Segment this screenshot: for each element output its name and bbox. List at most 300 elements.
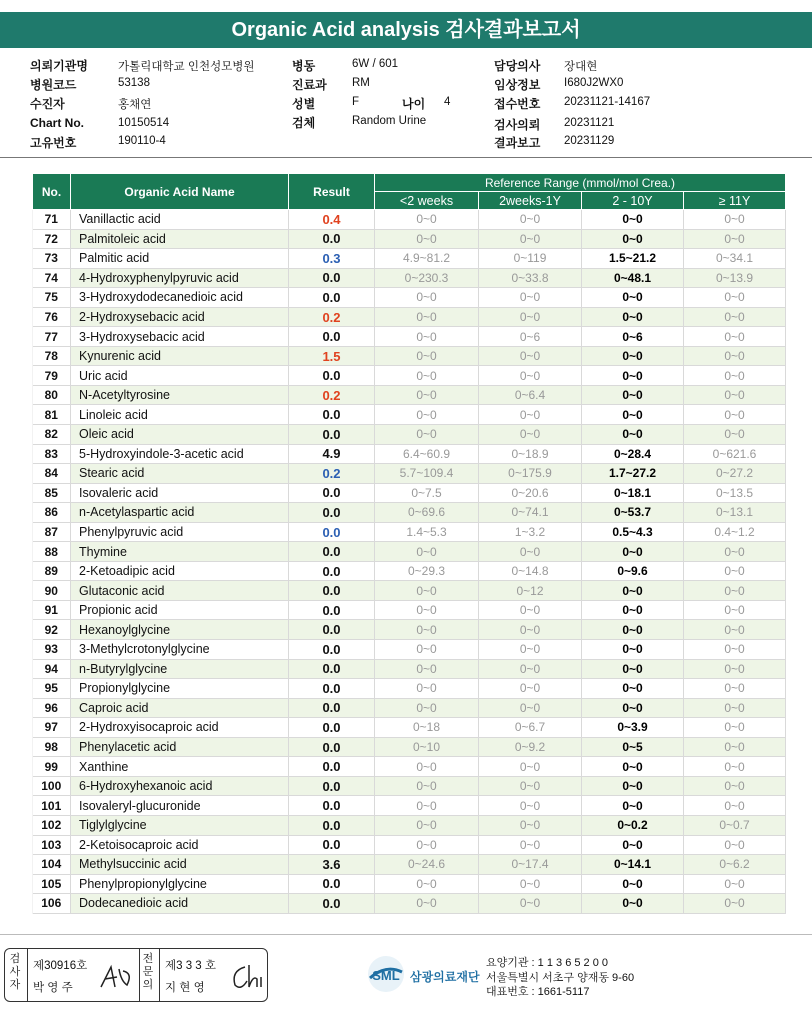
report-value: 20231129 xyxy=(564,135,615,147)
row-number: 77 xyxy=(33,327,71,347)
ref-2-10y: 0~0 xyxy=(582,425,684,445)
table-row xyxy=(33,444,786,464)
acid-name: Kynurenic acid xyxy=(71,346,289,366)
table-row xyxy=(33,776,786,796)
ward-value: 6W / 601 xyxy=(352,58,399,70)
ref-2-10y: 0~0 xyxy=(582,659,684,679)
row-number: 73 xyxy=(33,249,71,269)
report-title: Organic Acid analysis 검사결과보고서 xyxy=(0,12,812,48)
acid-name: n-Butyrylglycine xyxy=(71,659,289,679)
acid-name: Tiglylglycine xyxy=(71,815,289,835)
ref-2-10y: 0~0 xyxy=(582,346,684,366)
ref-under-2w: 0~0 xyxy=(375,815,479,835)
table-row xyxy=(33,600,786,620)
ref-under-2w: 6.4~60.9 xyxy=(375,444,479,464)
ref-under-2w: 0~0 xyxy=(375,327,479,347)
acid-name: 6-Hydroxyhexanoic acid xyxy=(71,776,289,796)
table-row xyxy=(33,366,786,386)
report-label: 결과보고 xyxy=(494,136,541,150)
ref-2w-1y: 0~119 xyxy=(479,249,582,269)
ref-2w-1y: 0~6 xyxy=(479,327,582,347)
ref-2-10y: 0~0 xyxy=(582,229,684,249)
ref-2-10y: 0~0.2 xyxy=(582,815,684,835)
ref-2-10y: 0~0 xyxy=(582,366,684,386)
acid-name: N-Acetyltyrosine xyxy=(71,385,289,405)
table-row xyxy=(33,346,786,366)
acid-name: Glutaconic acid xyxy=(71,581,289,601)
results-table xyxy=(32,173,786,914)
acid-name: Isovaleric acid xyxy=(71,483,289,503)
acid-name: Vanillactic acid xyxy=(71,210,289,230)
ref-11y-plus: 0~0 xyxy=(684,346,786,366)
ref-2w-1y: 0~17.4 xyxy=(479,855,582,875)
unique-no-label: 고유번호 xyxy=(30,136,77,150)
table-row xyxy=(33,210,786,230)
ref-under-2w: 0~0 xyxy=(375,542,479,562)
ref-2w-1y: 0~175.9 xyxy=(479,464,582,484)
row-number: 84 xyxy=(33,464,71,484)
ref-2w-1y: 0~18.9 xyxy=(479,444,582,464)
ref-11y-plus: 0~0 xyxy=(684,561,786,581)
row-number: 94 xyxy=(33,659,71,679)
receipt-label: 접수번호 xyxy=(494,97,541,111)
ref-under-2w: 0~10 xyxy=(375,737,479,757)
row-number: 83 xyxy=(33,444,71,464)
result-value: 0.0 xyxy=(289,405,375,425)
ref-11y-plus: 0.4~1.2 xyxy=(684,522,786,542)
ref-11y-plus: 0~0.7 xyxy=(684,815,786,835)
ref-11y-plus: 0~0 xyxy=(684,425,786,445)
ref-2-10y: 0~0 xyxy=(582,307,684,327)
result-value: 0.0 xyxy=(289,542,375,562)
acid-name: 2-Ketoadipic acid xyxy=(71,561,289,581)
table-row xyxy=(33,894,786,914)
result-value: 0.0 xyxy=(289,796,375,816)
doctor-value: 장대현 xyxy=(564,61,598,73)
ref-2w-1y: 0~0 xyxy=(479,776,582,796)
institution-value: 가톨릭대학교 인천성모병원 xyxy=(118,61,255,73)
ref-2w-1y: 0~6.4 xyxy=(479,385,582,405)
specialist-name: 지 현 영 xyxy=(165,982,205,994)
result-value: 0.0 xyxy=(289,366,375,386)
ref-11y-plus: 0~621.6 xyxy=(684,444,786,464)
ref-11y-plus: 0~0 xyxy=(684,405,786,425)
col-header-reference: Reference Range (mmol/mol Crea.) xyxy=(375,174,786,192)
ref-under-2w: 0~0 xyxy=(375,425,479,445)
table-row xyxy=(33,757,786,777)
ref-under-2w: 0~69.6 xyxy=(375,503,479,523)
results-body xyxy=(33,210,786,914)
chart-no-value: 10150514 xyxy=(118,117,170,129)
row-number: 97 xyxy=(33,718,71,738)
result-value: 1.5 xyxy=(289,346,375,366)
department-value: RM xyxy=(352,77,370,89)
ref-under-2w: 5.7~109.4 xyxy=(375,464,479,484)
result-value: 0.0 xyxy=(289,718,375,738)
ref-2-10y: 0~6 xyxy=(582,327,684,347)
org-code: 요양기관 : 1 1 3 6 5 2 0 0 xyxy=(486,957,609,969)
table-row xyxy=(33,542,786,562)
ref-11y-plus: 0~6.2 xyxy=(684,855,786,875)
org-name: 삼광의료재단 xyxy=(410,970,480,984)
ref-11y-plus: 0~27.2 xyxy=(684,464,786,484)
result-value: 0.0 xyxy=(289,522,375,542)
ref-2-10y: 0~0 xyxy=(582,757,684,777)
table-row xyxy=(33,855,786,875)
result-value: 0.0 xyxy=(289,425,375,445)
ref-2-10y: 0~0 xyxy=(582,620,684,640)
ref-11y-plus: 0~0 xyxy=(684,698,786,718)
table-row xyxy=(33,327,786,347)
ref-2w-1y: 0~14.8 xyxy=(479,561,582,581)
ref-2w-1y: 0~0 xyxy=(479,346,582,366)
patient-info xyxy=(0,54,812,166)
col-header-ref-2w-1y: 2weeks-1Y xyxy=(479,192,582,210)
result-value: 0.3 xyxy=(289,249,375,269)
ref-2-10y: 0.5~4.3 xyxy=(582,522,684,542)
ref-2-10y: 1.7~27.2 xyxy=(582,464,684,484)
table-row xyxy=(33,659,786,679)
ref-11y-plus: 0~0 xyxy=(684,366,786,386)
ref-2-10y: 0~0 xyxy=(582,776,684,796)
hospital-code-label: 병원코드 xyxy=(30,78,77,92)
result-value: 0.0 xyxy=(289,776,375,796)
ref-2-10y: 0~0 xyxy=(582,288,684,308)
ref-11y-plus: 0~0 xyxy=(684,874,786,894)
sig-divider xyxy=(139,949,140,1001)
ref-2-10y: 0~0 xyxy=(582,640,684,660)
request-value: 20231121 xyxy=(564,117,615,129)
ref-2w-1y: 0~0 xyxy=(479,659,582,679)
sex-label: 성별 xyxy=(292,97,316,111)
ref-under-2w: 0~0 xyxy=(375,757,479,777)
request-label: 검사의뢰 xyxy=(494,118,541,132)
ref-under-2w: 0~0 xyxy=(375,346,479,366)
col-header-name: Organic Acid Name xyxy=(71,174,289,210)
acid-name: Palmitoleic acid xyxy=(71,229,289,249)
table-row xyxy=(33,268,786,288)
ref-under-2w: 0~0 xyxy=(375,620,479,640)
table-row xyxy=(33,425,786,445)
specimen-label: 검체 xyxy=(292,116,316,130)
ref-2w-1y: 0~0 xyxy=(479,874,582,894)
ref-2-10y: 0~0 xyxy=(582,796,684,816)
ref-11y-plus: 0~0 xyxy=(684,640,786,660)
table-row xyxy=(33,405,786,425)
row-number: 104 xyxy=(33,855,71,875)
ref-2w-1y: 0~0 xyxy=(479,835,582,855)
table-row xyxy=(33,640,786,660)
acid-name: Isovaleryl-glucuronide xyxy=(71,796,289,816)
row-number: 91 xyxy=(33,600,71,620)
result-value: 0.2 xyxy=(289,307,375,327)
row-number: 93 xyxy=(33,640,71,660)
ref-under-2w: 4.9~81.2 xyxy=(375,249,479,269)
ref-under-2w: 0~0 xyxy=(375,698,479,718)
result-value: 0.0 xyxy=(289,600,375,620)
result-value: 0.0 xyxy=(289,815,375,835)
ref-2w-1y: 0~0 xyxy=(479,815,582,835)
ward-label: 병동 xyxy=(292,59,316,73)
row-number: 98 xyxy=(33,737,71,757)
row-number: 75 xyxy=(33,288,71,308)
ref-2-10y: 0~48.1 xyxy=(582,268,684,288)
ref-2w-1y: 0~6.7 xyxy=(479,718,582,738)
ref-under-2w: 0~0 xyxy=(375,835,479,855)
ref-2-10y: 0~0 xyxy=(582,405,684,425)
acid-name: Methylsuccinic acid xyxy=(71,855,289,875)
result-value: 0.4 xyxy=(289,210,375,230)
acid-name: Palmitic acid xyxy=(71,249,289,269)
ref-under-2w: 0~0 xyxy=(375,679,479,699)
acid-name: 3-Hydroxysebacic acid xyxy=(71,327,289,347)
row-number: 99 xyxy=(33,757,71,777)
patient-value: 홍채연 xyxy=(118,99,152,111)
specimen-value: Random Urine xyxy=(352,115,427,127)
ref-under-2w: 0~0 xyxy=(375,366,479,386)
patient-label: 수진자 xyxy=(30,97,65,111)
acid-name: 3-Hydroxydodecanedioic acid xyxy=(71,288,289,308)
ref-under-2w: 0~0 xyxy=(375,581,479,601)
result-value: 0.2 xyxy=(289,464,375,484)
table-row xyxy=(33,229,786,249)
ref-2w-1y: 0~0 xyxy=(479,600,582,620)
col-header-no: No. xyxy=(33,174,71,210)
ref-2-10y: 0~3.9 xyxy=(582,718,684,738)
age-value: 4 xyxy=(444,96,451,108)
row-number: 86 xyxy=(33,503,71,523)
acid-name: Oleic acid xyxy=(71,425,289,445)
ref-under-2w: 0~0 xyxy=(375,288,479,308)
row-number: 88 xyxy=(33,542,71,562)
ref-2-10y: 0~0 xyxy=(582,679,684,699)
result-value: 0.0 xyxy=(289,268,375,288)
acid-name: Xanthine xyxy=(71,757,289,777)
row-number: 103 xyxy=(33,835,71,855)
result-value: 0.0 xyxy=(289,581,375,601)
sex-value: F xyxy=(352,96,360,108)
specialist-signature xyxy=(227,961,265,993)
ref-2-10y: 0~5 xyxy=(582,737,684,757)
row-number: 72 xyxy=(33,229,71,249)
row-number: 82 xyxy=(33,425,71,445)
table-row xyxy=(33,503,786,523)
row-number: 105 xyxy=(33,874,71,894)
examiner-name: 박 영 주 xyxy=(33,982,73,994)
ref-2w-1y: 0~33.8 xyxy=(479,268,582,288)
ref-2w-1y: 0~74.1 xyxy=(479,503,582,523)
ref-2w-1y: 0~0 xyxy=(479,620,582,640)
department-label: 진료과 xyxy=(292,78,327,92)
ref-under-2w: 0~0 xyxy=(375,659,479,679)
ref-2-10y: 1.5~21.2 xyxy=(582,249,684,269)
ref-11y-plus: 0~0 xyxy=(684,327,786,347)
ref-under-2w: 0~0 xyxy=(375,229,479,249)
ref-2w-1y: 0~0 xyxy=(479,796,582,816)
ref-2-10y: 0~0 xyxy=(582,581,684,601)
ref-11y-plus: 0~0 xyxy=(684,796,786,816)
row-number: 89 xyxy=(33,561,71,581)
examiner-signature xyxy=(97,963,137,993)
table-row xyxy=(33,835,786,855)
org-phone: 대표번호 : 1661-5117 xyxy=(486,986,590,998)
ref-11y-plus: 0~13.5 xyxy=(684,483,786,503)
ref-2-10y: 0~9.6 xyxy=(582,561,684,581)
ref-2w-1y: 0~0 xyxy=(479,288,582,308)
examiner-label: 검 사 자 xyxy=(9,953,21,991)
ref-2w-1y: 0~0 xyxy=(479,405,582,425)
ref-11y-plus: 0~0 xyxy=(684,757,786,777)
ref-2-10y: 0~0 xyxy=(582,210,684,230)
unique-no-value: 190110-4 xyxy=(118,135,166,147)
acid-name: 2-Hydroxyisocaproic acid xyxy=(71,718,289,738)
table-row xyxy=(33,307,786,327)
ref-under-2w: 0~24.6 xyxy=(375,855,479,875)
ref-11y-plus: 0~0 xyxy=(684,600,786,620)
result-value: 3.6 xyxy=(289,855,375,875)
ref-2w-1y: 0~0 xyxy=(479,640,582,660)
ref-2-10y: 0~0 xyxy=(582,874,684,894)
ref-2w-1y: 0~12 xyxy=(479,581,582,601)
table-row xyxy=(33,815,786,835)
table-row xyxy=(33,620,786,640)
result-value: 0.0 xyxy=(289,698,375,718)
chart-no-label: Chart No. xyxy=(30,116,84,130)
ref-11y-plus: 0~34.1 xyxy=(684,249,786,269)
ref-2-10y: 0~53.7 xyxy=(582,503,684,523)
info-divider xyxy=(0,157,812,158)
ref-under-2w: 0~230.3 xyxy=(375,268,479,288)
result-value: 0.0 xyxy=(289,288,375,308)
result-value: 0.0 xyxy=(289,229,375,249)
ref-under-2w: 0~29.3 xyxy=(375,561,479,581)
row-number: 79 xyxy=(33,366,71,386)
result-value: 0.0 xyxy=(289,659,375,679)
row-number: 74 xyxy=(33,268,71,288)
specialist-label: 전 문 의 xyxy=(142,953,154,991)
table-row xyxy=(33,464,786,484)
ref-2w-1y: 0~0 xyxy=(479,307,582,327)
ref-11y-plus: 0~0 xyxy=(684,307,786,327)
clinical-value: I680J2WX0 xyxy=(564,77,624,89)
row-number: 80 xyxy=(33,385,71,405)
acid-name: Caproic acid xyxy=(71,698,289,718)
sig-divider xyxy=(27,949,28,1001)
signature-box xyxy=(4,948,268,1002)
ref-2-10y: 0~0 xyxy=(582,835,684,855)
result-value: 0.0 xyxy=(289,737,375,757)
ref-2-10y: 0~0 xyxy=(582,600,684,620)
ref-2w-1y: 1~3.2 xyxy=(479,522,582,542)
row-number: 106 xyxy=(33,894,71,914)
acid-name: 4-Hydroxyphenylpyruvic acid xyxy=(71,268,289,288)
age-label: 나이 xyxy=(402,97,426,111)
sig-divider xyxy=(159,949,160,1001)
col-header-ref-11y-plus: ≥ 11Y xyxy=(684,192,786,210)
ref-2w-1y: 0~0 xyxy=(479,894,582,914)
ref-2-10y: 0~0 xyxy=(582,385,684,405)
ref-under-2w: 0~18 xyxy=(375,718,479,738)
results-table-wrapper xyxy=(32,173,785,914)
result-value: 0.0 xyxy=(289,874,375,894)
acid-name: 5-Hydroxyindole-3-acetic acid xyxy=(71,444,289,464)
specialist-license: 제3 3 3 호 xyxy=(165,960,216,972)
ref-2-10y: 0~0 xyxy=(582,542,684,562)
result-value: 0.0 xyxy=(289,327,375,347)
ref-11y-plus: 0~0 xyxy=(684,229,786,249)
ref-11y-plus: 0~0 xyxy=(684,385,786,405)
row-number: 76 xyxy=(33,307,71,327)
table-row xyxy=(33,561,786,581)
ref-11y-plus: 0~0 xyxy=(684,679,786,699)
table-row xyxy=(33,874,786,894)
row-number: 96 xyxy=(33,698,71,718)
table-row xyxy=(33,581,786,601)
table-row xyxy=(33,737,786,757)
ref-under-2w: 1.4~5.3 xyxy=(375,522,479,542)
acid-name: n-Acetylaspartic acid xyxy=(71,503,289,523)
result-value: 0.0 xyxy=(289,640,375,660)
ref-2w-1y: 0~0 xyxy=(479,698,582,718)
institution-label: 의뢰기관명 xyxy=(30,59,88,73)
table-row xyxy=(33,483,786,503)
table-row xyxy=(33,249,786,269)
table-row xyxy=(33,288,786,308)
acid-name: Uric acid xyxy=(71,366,289,386)
ref-under-2w: 0~0 xyxy=(375,640,479,660)
table-row xyxy=(33,679,786,699)
ref-2w-1y: 0~0 xyxy=(479,679,582,699)
result-value: 0.0 xyxy=(289,894,375,914)
ref-11y-plus: 0~0 xyxy=(684,737,786,757)
acid-name: Stearic acid xyxy=(71,464,289,484)
ref-11y-plus: 0~0 xyxy=(684,542,786,562)
row-number: 100 xyxy=(33,776,71,796)
table-row xyxy=(33,385,786,405)
hospital-code-value: 53138 xyxy=(118,77,150,89)
result-value: 0.0 xyxy=(289,835,375,855)
row-number: 90 xyxy=(33,581,71,601)
ref-2w-1y: 0~0 xyxy=(479,366,582,386)
acid-name: Dodecanedioic acid xyxy=(71,894,289,914)
ref-2-10y: 0~0 xyxy=(582,894,684,914)
result-value: 0.2 xyxy=(289,385,375,405)
acid-name: Phenylpyruvic acid xyxy=(71,522,289,542)
ref-under-2w: 0~0 xyxy=(375,874,479,894)
ref-under-2w: 0~0 xyxy=(375,894,479,914)
ref-2-10y: 0~14.1 xyxy=(582,855,684,875)
org-address xyxy=(486,956,634,1000)
ref-under-2w: 0~0 xyxy=(375,796,479,816)
table-row xyxy=(33,796,786,816)
receipt-value: 20231121-14167 xyxy=(564,96,651,108)
ref-2w-1y: 0~0 xyxy=(479,757,582,777)
ref-11y-plus: 0~0 xyxy=(684,776,786,796)
col-header-result: Result xyxy=(289,174,375,210)
ref-11y-plus: 0~0 xyxy=(684,288,786,308)
ref-under-2w: 0~7.5 xyxy=(375,483,479,503)
ref-under-2w: 0~0 xyxy=(375,385,479,405)
examiner-license: 제30916호 xyxy=(33,960,88,972)
ref-under-2w: 0~0 xyxy=(375,307,479,327)
col-header-ref-2-10y: 2 - 10Y xyxy=(582,192,684,210)
acid-name: 2-Ketoisocaproic acid xyxy=(71,835,289,855)
ref-11y-plus: 0~13.1 xyxy=(684,503,786,523)
ref-11y-plus: 0~13.9 xyxy=(684,268,786,288)
row-number: 85 xyxy=(33,483,71,503)
result-value: 0.0 xyxy=(289,757,375,777)
result-value: 0.0 xyxy=(289,561,375,581)
